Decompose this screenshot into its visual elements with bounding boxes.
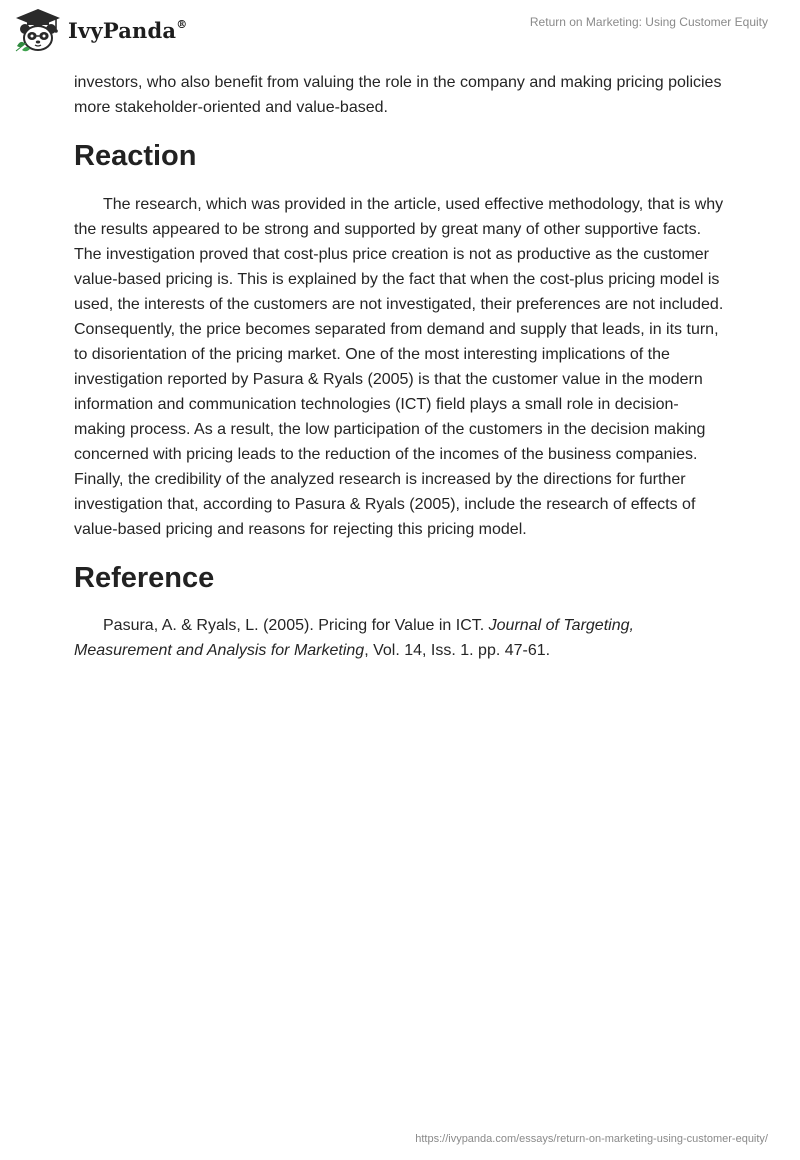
reference-authors: Pasura, A. & Ryals, L. (2005). Pricing for Value in ICT. <box>103 617 489 634</box>
reference-journal: Journal of Targeting, Measurement and Analysis for Marketing <box>74 617 634 659</box>
essay-content <box>74 70 726 663</box>
source-url[interactable]: https://ivypanda.com/essays/return-on-marketing-using-customer-equity/ <box>415 1133 768 1145</box>
reaction-heading: Reaction <box>74 140 197 172</box>
document-title: Return on Marketing: Using Customer Equity <box>529 15 768 29</box>
reference-entry <box>74 613 726 663</box>
intro-paragraph: investors, who also benefit from valuing the role in the company and making pricing policies more stakeholder-oriented and value-based. <box>74 74 722 116</box>
reaction-paragraph: The research, which was provided in the article, used effective methodology, that is why the results appeared to be strong and supported by great many of other supportive facts. The investigation proved that cost-plus price creation is not as productive as the customer value-based pricing is. This is explained by the fact that when the cost-plus pricing model is used, the interests of the customers are not investigated, their preferences are not included. Consequently, the price becomes separated from demand and supply that leads, in its turn, to disorientation of the pricing market. One of the most interesting implications of the investigation reported by Pasura & Ryals (2005) is that the customer value in the modern information and communication technologies (ICT) field plays a small role in decision-making process. As a result, the low participation of the customers in the decision making concerned with pricing leads to the reduction of the incomes of the business companies. Finally, the credibility of the analyzed research is increased by the directions for further investigation that, according to Pasura & Ryals (2005), include the research of effects of value-based pricing and reasons for rejecting this pricing model. <box>74 196 724 538</box>
brand-name: IvyPanda® <box>68 17 188 43</box>
reference-details: , Vol. 14, Iss. 1. pp. 47-61. <box>364 642 551 659</box>
brand-logo[interactable] <box>14 8 187 52</box>
panda-graduate-icon <box>14 8 62 52</box>
page-header <box>0 0 800 64</box>
reference-heading: Reference <box>74 562 215 594</box>
